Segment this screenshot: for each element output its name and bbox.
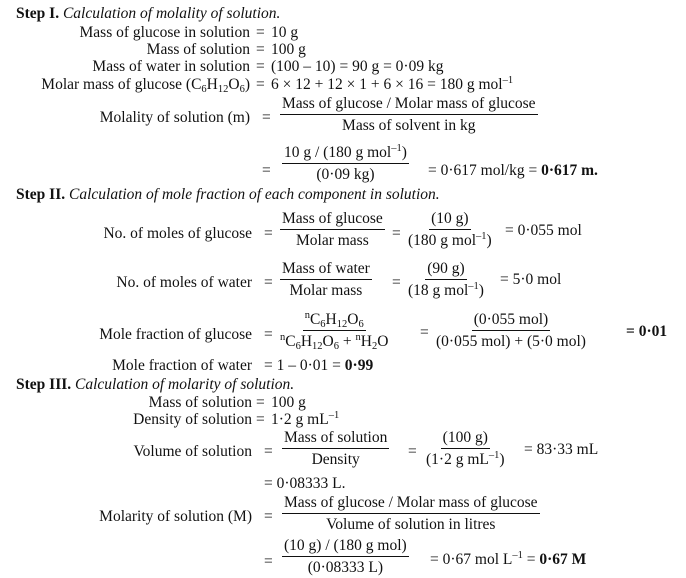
xw-value-bold: 0·99 xyxy=(344,357,374,374)
xg-den1: $^nC_6H_{12}O_6 + ^nH_2O$ xyxy=(280,331,389,352)
molality-numerator: Mass of glucose / Molar mass of glucose xyxy=(280,96,538,115)
glucose-moles-eq2: = xyxy=(392,225,401,242)
volume-den2: (1·2 g $mL^{-1}$) xyxy=(426,449,505,468)
molarity-calc-denominator: (0·08333 L) xyxy=(307,558,384,576)
water-moles-num2: (90 g) xyxy=(425,261,466,280)
step2-title: Calculation of mole fraction of each component in solution. xyxy=(68,186,440,203)
density-value: 1·2 g $mL^{-1}$ xyxy=(271,410,340,428)
glucose-moles-fraction2 xyxy=(406,211,494,248)
volume-den2-text: (1·2 g mL xyxy=(426,450,489,468)
volume-num1: Mass of solution xyxy=(282,430,389,449)
step1-title: Calculation of molality of solution. xyxy=(62,5,281,22)
mass-solution-label: Mass of solution xyxy=(148,394,252,411)
water-moles-fraction2 xyxy=(406,261,486,298)
xw-value-text: = 1 – 0·01 = xyxy=(264,357,341,374)
xg-fraction2 xyxy=(434,312,588,349)
glucose-moles-num1: Mass of glucose xyxy=(280,211,385,230)
molarity-result: = 0·67 mol $L^{-1} = 0\cdot 67$ M xyxy=(430,550,587,568)
volume-eq2: = xyxy=(408,443,417,460)
molarity-fraction xyxy=(282,495,540,532)
xw-label: Mole fraction of water xyxy=(112,357,252,374)
molality-fraction xyxy=(280,96,538,133)
density-label: Density of solution xyxy=(133,411,252,428)
molarity-eq: = xyxy=(264,508,273,525)
water-moles-num1: Mass of water xyxy=(280,261,372,280)
xg-den2: (0·055 mol) + (5·0 mol) xyxy=(436,332,586,350)
step1-row-label: Mass of glucose in solution xyxy=(79,24,250,41)
step2-label: Step II. xyxy=(16,186,66,203)
molality-calc-numerator-text: 10 g / (180 g mol xyxy=(284,144,392,161)
xg-label: Mole fraction of glucose xyxy=(99,326,252,343)
glucose-moles-den1: Molar mass xyxy=(295,231,369,249)
molar-mass-value-text: 6 × 12 + 12 × 1 + 6 × 16 = 180 g mol xyxy=(271,76,503,93)
water-moles-eq: = xyxy=(264,274,273,291)
step1-row-label: Mass of solution xyxy=(146,41,250,58)
water-moles-den2-text: (18 g mol xyxy=(408,281,469,299)
xg-result: = 0·01 xyxy=(626,323,668,340)
volume-litres: = 0·08333 L. xyxy=(264,475,346,492)
step1-heading xyxy=(16,6,280,22)
water-moles-den1: Molar mass xyxy=(289,281,363,299)
volume-num2: (100 g) xyxy=(441,430,490,449)
molarity-result-bold: 0·67 M xyxy=(539,551,587,568)
water-moles-eq2: = xyxy=(392,274,401,291)
molality-calc-numerator: 10 g / (180 g mol$^{-1}$) xyxy=(282,145,409,164)
molality-calc-eq: = xyxy=(262,162,271,179)
volume-fraction2 xyxy=(424,430,507,467)
xg-eq2: = xyxy=(420,324,429,341)
xg-num2: (0·055 mol) xyxy=(472,312,550,331)
glucose-moles-result: = 0·055 mol xyxy=(505,222,582,239)
step1-eq: = xyxy=(256,24,265,41)
molarity-calc-eq: = xyxy=(264,553,273,570)
volume-result: = 83·33 mL xyxy=(524,441,599,458)
water-moles-result: = 5·0 mol xyxy=(500,271,562,288)
molality-eq: = xyxy=(262,109,271,126)
step1-label: Step I. xyxy=(16,5,60,22)
glucose-moles-den2-text: (180 g mol xyxy=(408,231,477,249)
step3-title: Calculation of molarity of solution. xyxy=(75,376,295,393)
glucose-moles-den2: (180 g mol$^{-1}$) xyxy=(408,230,492,249)
molar-mass-value: 6 × 12 + 12 × 1 + 6 × 16 = 180 g mol$^{-1}$ xyxy=(271,75,514,93)
water-moles-fraction1 xyxy=(280,261,372,298)
molarity-numerator: Mass of glucose / Molar mass of glucose xyxy=(282,495,540,514)
molarity-label: Molarity of solution (M) xyxy=(99,508,252,525)
step1-row-label: Mass of water in solution xyxy=(92,58,250,75)
density-eq: = xyxy=(256,411,265,428)
volume-eq: = xyxy=(264,443,273,460)
step3-heading xyxy=(16,377,294,393)
volume-label: Volume of solution xyxy=(133,443,252,460)
volume-den1: Density xyxy=(311,450,360,468)
xg-fraction1 xyxy=(278,310,390,352)
step1-row-value: (100 – 10) = 90 g = 0·09 kg xyxy=(271,58,444,75)
density-value-text: 1·2 g mL xyxy=(271,411,329,428)
glucose-moles-label: No. of moles of glucose xyxy=(103,225,252,242)
molarity-denominator: Volume of solution in litres xyxy=(326,515,496,533)
step3-label: Step III. xyxy=(16,376,72,393)
molality-result-bold: 0·617 m. xyxy=(541,162,598,179)
glucose-moles-eq: = xyxy=(264,225,273,242)
molality-label: Molality of solution (m) xyxy=(99,109,250,126)
step2-heading xyxy=(16,187,440,203)
molar-mass-label: Molar mass of glucose $(C_6H_{12}O_6)$ xyxy=(41,76,250,95)
step1-row-value: 100 g xyxy=(271,41,306,58)
step1-eq: = xyxy=(256,41,265,58)
water-moles-label: No. of moles of water xyxy=(116,274,252,291)
mass-solution-value: 100 g xyxy=(271,394,306,411)
molarity-calc-fraction xyxy=(282,538,409,575)
step1-row-value: 10 g xyxy=(271,24,299,41)
molality-calc-fraction xyxy=(282,145,409,182)
step1-eq: = xyxy=(256,58,265,75)
molality-result xyxy=(428,163,598,179)
glucose-moles-fraction1 xyxy=(280,211,385,248)
step1-eq: = xyxy=(256,76,265,93)
xg-eq: = xyxy=(264,326,273,343)
molar-mass-label-text: Molar mass of glucose (C xyxy=(41,76,202,93)
molarity-calc-numerator: (10 g) / (180 g mol) xyxy=(282,538,409,557)
molality-result-text: = 0·617 mol/kg = xyxy=(428,162,538,179)
water-moles-den2: (18 g mol$^{-1}$) xyxy=(408,280,484,299)
xw-value xyxy=(264,358,373,374)
xg-num1: $^nC_6H_{12}O_6$ xyxy=(304,310,364,330)
molality-calc-denominator: (0·09 kg) xyxy=(316,165,375,183)
molality-denominator: Mass of solvent in kg xyxy=(342,116,476,134)
volume-fraction1 xyxy=(282,430,389,467)
molarity-result-text: = 0·67 mol L xyxy=(430,551,513,568)
mass-solution-eq: = xyxy=(256,394,265,411)
glucose-moles-num2: (10 g) xyxy=(429,211,470,230)
